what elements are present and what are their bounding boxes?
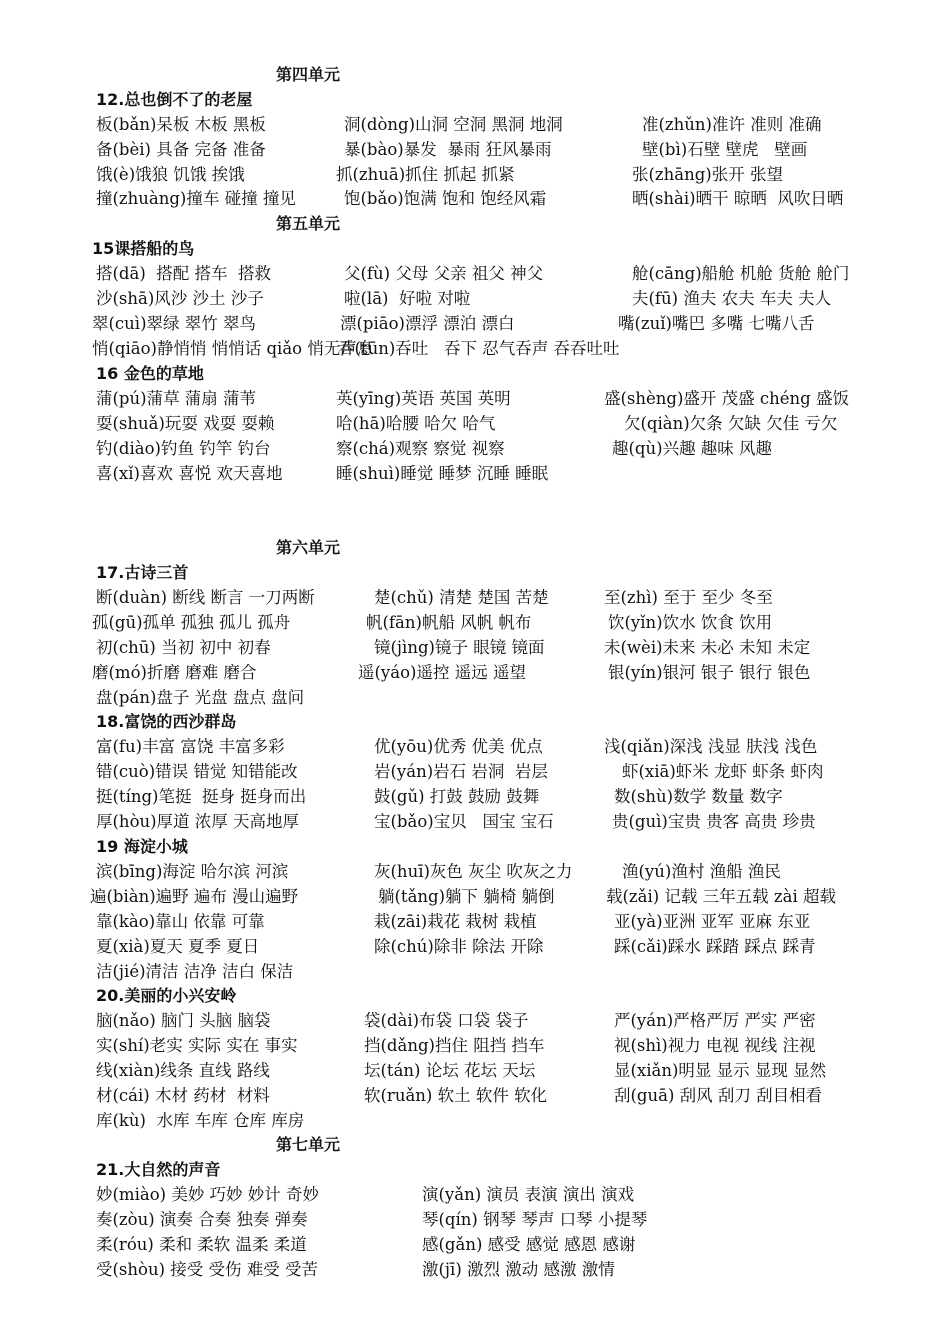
vocab-entry: 夫(fū) 渔夫 农夫 车夫 夫人 xyxy=(632,289,832,308)
vocab-entry: 材(cái) 木材 药材 材料 xyxy=(96,1086,270,1105)
vocab-entry: 沙(shā)风沙 沙土 沙子 xyxy=(96,289,264,308)
vocab-entry: 钓(diào)钓鱼 钓竿 钓台 xyxy=(96,439,271,458)
vocab-entry: 栽(zāi)栽花 栽树 栽植 xyxy=(374,912,537,931)
vocab-entry: 磨(mó)折磨 磨难 磨合 xyxy=(92,663,257,682)
unit-heading: 第六单元 xyxy=(276,538,341,557)
vocab-entry: 饿(è)饿狼 饥饿 挨饿 xyxy=(96,165,245,184)
vocab-entry: 感(gǎn) 感受 感觉 感恩 感谢 xyxy=(422,1235,636,1254)
vocab-entry: 晒(shài)晒干 晾晒 风吹日晒 xyxy=(632,189,844,208)
vocab-entry: 撞(zhuàng)撞车 碰撞 撞见 xyxy=(96,189,296,208)
vocab-entry: 坛(tán) 论坛 花坛 天坛 xyxy=(364,1061,536,1080)
unit-heading: 第四单元 xyxy=(276,65,341,84)
vocab-entry: 至(zhì) 至于 至少 冬至 xyxy=(604,588,773,607)
vocab-entry: 踩(cǎi)踩水 踩踏 踩点 踩青 xyxy=(614,937,816,956)
vocab-entry: 琴(qín) 钢琴 琴声 口琴 小提琴 xyxy=(422,1210,648,1229)
vocab-entry: 靠(kào)靠山 依靠 可靠 xyxy=(96,912,265,931)
vocab-entry: 浅(qiǎn)深浅 浅显 肤浅 浅色 xyxy=(604,737,818,756)
lesson-title: 18.富饶的西沙群岛 xyxy=(96,712,237,731)
vocab-entry: 睡(shuì)睡觉 睡梦 沉睡 睡眠 xyxy=(336,464,549,483)
vocab-entry: 躺(tǎng)躺下 躺椅 躺倒 xyxy=(378,887,555,906)
vocab-entry: 严(yán)严格严厉 严实 严密 xyxy=(614,1011,816,1030)
vocab-entry: 漂(piāo)漂浮 漂泊 漂白 xyxy=(340,314,515,333)
vocab-entry: 滨(bīng)海淀 哈尔滨 河滨 xyxy=(96,862,289,881)
vocab-entry: 张(zhāng)张开 张望 xyxy=(632,165,783,184)
vocab-entry: 蒲(pú)蒲草 蒲扇 蒲苇 xyxy=(96,389,257,408)
vocab-entry: 贵(guì)宝贵 贵客 高贵 珍贵 xyxy=(612,812,816,831)
lesson-title: 20.美丽的小兴安岭 xyxy=(96,986,237,1005)
vocab-entry: 暴(bào)暴发 暴雨 狂风暴雨 xyxy=(344,140,552,159)
vocab-entry: 父(fù) 父母 父亲 祖父 神父 xyxy=(344,264,544,283)
vocab-entry: 灰(huī)灰色 灰尘 吹灰之力 xyxy=(374,862,573,881)
vocab-entry: 奏(zòu) 演奏 合奏 独奏 弹奏 xyxy=(96,1210,308,1229)
vocab-entry: 遍(biàn)遍野 遍布 漫山遍野 xyxy=(90,887,299,906)
vocab-entry: 激(jī) 激烈 激动 感激 激情 xyxy=(422,1260,615,1279)
vocab-entry: 数(shù)数学 数量 数字 xyxy=(614,787,783,806)
vocab-entry: 柔(róu) 柔和 柔软 温柔 柔道 xyxy=(96,1235,307,1254)
vocab-entry: 洁(jié)清洁 洁净 洁白 保洁 xyxy=(96,962,294,981)
unit-heading: 第五单元 xyxy=(276,214,341,233)
vocab-entry: 盛(shèng)盛开 茂盛 chéng 盛饭 xyxy=(604,389,849,408)
vocab-entry: 准(zhǔn)准许 准则 准确 xyxy=(642,115,822,134)
vocab-entry: 啦(lā) 好啦 对啦 xyxy=(344,289,471,308)
vocab-entry: 洞(dòng)山洞 空洞 黑洞 地洞 xyxy=(344,115,563,134)
vocab-entry: 富(fu)丰富 富饶 丰富多彩 xyxy=(96,737,285,756)
vocab-entry: 吞(tūn)吞吐 吞下 忍气吞声 吞吞吐吐 xyxy=(338,339,620,358)
vocab-entry: 岩(yán)岩石 岩洞 岩层 xyxy=(374,762,548,781)
vocab-entry: 妙(miào) 美妙 巧妙 妙计 奇妙 xyxy=(96,1185,320,1204)
vocab-entry: 断(duàn) 断线 断言 一刀两断 xyxy=(96,588,315,607)
vocab-entry: 刮(guā) 刮风 刮刀 刮目相看 xyxy=(614,1086,823,1105)
vocab-entry: 趣(qù)兴趣 趣味 风趣 xyxy=(612,439,773,458)
lesson-title: 12.总也倒不了的老屋 xyxy=(96,90,253,109)
vocab-entry: 察(chá)观察 察觉 视察 xyxy=(336,439,505,458)
vocab-entry: 软(ruǎn) 软土 软件 软化 xyxy=(364,1086,548,1105)
vocab-entry: 壁(bì)石壁 壁虎 壁画 xyxy=(642,140,808,159)
vocab-entry: 饮(yǐn)饮水 饮食 饮用 xyxy=(608,613,773,632)
vocab-entry: 盘(pán)盘子 光盘 盘点 盘问 xyxy=(96,688,305,707)
unit-heading: 第七单元 xyxy=(276,1135,341,1154)
vocab-entry: 亚(yà)亚洲 亚军 亚麻 东亚 xyxy=(614,912,811,931)
vocab-entry: 演(yǎn) 演员 表演 演出 演戏 xyxy=(422,1185,635,1204)
vocab-entry: 库(kù) 水库 车库 仓库 库房 xyxy=(96,1111,305,1130)
vocab-entry: 虾(xiā)虾米 龙虾 虾条 虾肉 xyxy=(622,762,824,781)
vocab-entry: 哈(hā)哈腰 哈欠 哈气 xyxy=(336,414,496,433)
vocab-entry: 厚(hòu)厚道 浓厚 天高地厚 xyxy=(96,812,300,831)
lesson-title: 16 金色的草地 xyxy=(96,364,204,383)
vocab-entry: 备(bèi) 具备 完备 准备 xyxy=(96,140,266,159)
vocab-entry: 优(yōu)优秀 优美 优点 xyxy=(374,737,543,756)
lesson-title: 21.大自然的声音 xyxy=(96,1160,221,1179)
vocab-entry: 孤(gū)孤单 孤独 孤儿 孤舟 xyxy=(92,613,291,632)
vocab-entry: 抓(zhuā)抓住 抓起 抓紧 xyxy=(336,165,515,184)
vocab-entry: 鼓(gǔ) 打鼓 鼓励 鼓舞 xyxy=(374,787,540,806)
vocab-entry: 线(xiàn)线条 直线 路线 xyxy=(96,1061,270,1080)
vocab-entry: 挺(tíng)笔挺 挺身 挺身而出 xyxy=(96,787,307,806)
vocab-entry: 初(chū) 当初 初中 初春 xyxy=(96,638,271,657)
vocab-entry: 翠(cuì)翠绿 翠竹 翠鸟 xyxy=(92,314,257,333)
vocab-entry: 舱(cāng)船舱 机舱 货舱 舱门 xyxy=(632,264,850,283)
vocab-entry: 除(chú)除非 除法 开除 xyxy=(374,937,544,956)
vocab-entry: 悄(qiāo)静悄悄 悄悄话 qiǎo 悄无声息 xyxy=(92,339,374,358)
vocab-entry: 英(yīng)英语 英国 英明 xyxy=(336,389,511,408)
vocab-entry: 宝(bǎo)宝贝 国宝 宝石 xyxy=(374,812,554,831)
vocab-entry: 未(wèi)未来 未必 未知 未定 xyxy=(604,638,811,657)
vocab-entry: 楚(chǔ) 清楚 楚国 苦楚 xyxy=(374,588,549,607)
vocab-entry: 载(zǎi) 记载 三年五载 zài 超载 xyxy=(606,887,836,906)
vocab-entry: 耍(shuǎ)玩耍 戏耍 耍赖 xyxy=(96,414,275,433)
vocab-entry: 镜(jìng)镜子 眼镜 镜面 xyxy=(374,638,545,657)
vocab-entry: 搭(dā) 搭配 搭车 搭救 xyxy=(96,264,271,283)
vocab-entry: 显(xiǎn)明显 显示 显现 显然 xyxy=(614,1061,827,1080)
vocab-entry: 遥(yáo)遥控 遥远 遥望 xyxy=(358,663,526,682)
vocab-entry: 视(shì)视力 电视 视线 注视 xyxy=(614,1036,816,1055)
vocab-entry: 挡(dǎng)挡住 阻挡 挡车 xyxy=(364,1036,545,1055)
vocab-entry: 帆(fān)帆船 风帆 帆布 xyxy=(366,613,532,632)
vocab-entry: 袋(dài)布袋 口袋 袋子 xyxy=(364,1011,529,1030)
vocab-entry: 喜(xǐ)喜欢 喜悦 欢天喜地 xyxy=(96,464,283,483)
vocab-entry: 受(shòu) 接受 受伤 难受 受苦 xyxy=(96,1260,319,1279)
vocab-entry: 银(yín)银河 银子 银行 银色 xyxy=(608,663,811,682)
vocab-entry: 嘴(zuǐ)嘴巴 多嘴 七嘴八舌 xyxy=(618,314,815,333)
vocab-entry: 脑(nǎo) 脑门 头脑 脑袋 xyxy=(96,1011,271,1030)
vocab-entry: 错(cuò)错误 错觉 知错能改 xyxy=(96,762,298,781)
vocab-entry: 欠(qiàn)欠条 欠缺 欠佳 亏欠 xyxy=(624,414,838,433)
lesson-title: 17.古诗三首 xyxy=(96,563,189,582)
vocab-entry: 夏(xià)夏天 夏季 夏日 xyxy=(96,937,260,956)
lesson-title: 15课搭船的鸟 xyxy=(92,239,195,258)
lesson-title: 19 海淀小城 xyxy=(96,837,188,856)
vocab-entry: 板(bǎn)呆板 木板 黑板 xyxy=(96,115,266,134)
vocab-entry: 渔(yú)渔村 渔船 渔民 xyxy=(622,862,781,881)
vocab-entry: 实(shí)老实 实际 实在 事实 xyxy=(96,1036,298,1055)
vocab-entry: 饱(bǎo)饱满 饱和 饱经风霜 xyxy=(344,189,547,208)
